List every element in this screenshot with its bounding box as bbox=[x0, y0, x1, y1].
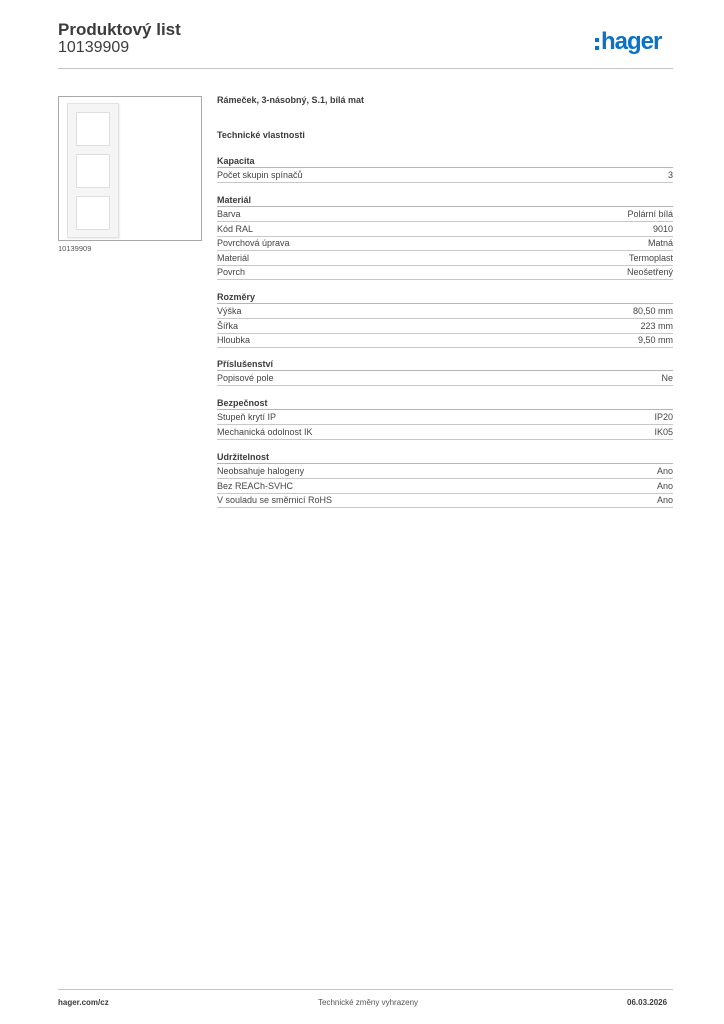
frame-illustration bbox=[67, 103, 119, 238]
spec-value: Ne bbox=[661, 373, 673, 383]
spec-value: Termoplast bbox=[628, 252, 673, 263]
technical-properties-heading: Technické vlastnosti bbox=[217, 130, 305, 140]
page-title: Produktový list bbox=[58, 20, 181, 39]
section-title: Materiál bbox=[217, 195, 252, 205]
spec-row bbox=[217, 425, 673, 440]
section-title: Bezpečnost bbox=[217, 398, 268, 408]
frame-opening bbox=[76, 112, 110, 146]
section-title: Rozměry bbox=[217, 292, 256, 302]
footer-website-link[interactable]: hager.com/cz bbox=[58, 998, 109, 1007]
spec-row bbox=[217, 265, 673, 280]
spec-row bbox=[217, 333, 673, 348]
hager-colon-icon bbox=[595, 38, 599, 50]
section-title: Kapacita bbox=[217, 156, 255, 166]
spec-label: Šířka bbox=[217, 320, 239, 331]
spec-value: Ano bbox=[656, 480, 673, 491]
spec-row bbox=[217, 207, 673, 222]
spec-value: Matná bbox=[647, 238, 673, 248]
spec-value: Ano bbox=[656, 495, 673, 505]
spec-row bbox=[217, 222, 673, 237]
spec-label: Povrch bbox=[217, 267, 246, 277]
section-title: Udržitelnost bbox=[217, 452, 270, 462]
spec-row bbox=[217, 168, 673, 183]
hager-logo[interactable] bbox=[595, 27, 661, 57]
spec-value: IK05 bbox=[654, 426, 673, 437]
frame-opening bbox=[76, 154, 110, 188]
spec-label: Materiál bbox=[217, 252, 250, 263]
spec-label: Počet skupin spínačů bbox=[217, 170, 303, 180]
spec-value: 3 bbox=[667, 170, 673, 180]
spec-row bbox=[217, 251, 673, 266]
product-image bbox=[58, 96, 202, 241]
spec-row bbox=[217, 304, 673, 319]
spec-value: Neošetřený bbox=[626, 267, 673, 277]
spec-label: Neobsahuje halogeny bbox=[217, 466, 305, 476]
spec-row bbox=[217, 371, 673, 386]
spec-label: Stupeň krytí IP bbox=[217, 412, 277, 422]
footer-date: 06.03.2026 bbox=[627, 998, 668, 1007]
spec-row bbox=[217, 464, 673, 479]
product-code: 10139909 bbox=[58, 39, 130, 56]
spec-value: 9,50 mm bbox=[637, 335, 673, 345]
spec-value: 80,50 mm bbox=[632, 306, 673, 316]
product-name: Rámeček, 3-násobný, S.1, bílá mat bbox=[217, 95, 365, 105]
spec-label: Bez REACh-SVHC bbox=[217, 480, 294, 491]
image-caption: 10139909 bbox=[58, 244, 92, 253]
spec-label: Kód RAL bbox=[217, 223, 254, 234]
logo-text: hager bbox=[601, 28, 662, 55]
spec-row bbox=[217, 493, 673, 508]
footer-divider bbox=[58, 989, 673, 990]
spec-value: 223 mm bbox=[640, 320, 673, 331]
spec-value: 9010 bbox=[652, 223, 673, 234]
footer-note: Technické změny vyhrazeny bbox=[318, 998, 419, 1007]
spec-row bbox=[217, 236, 673, 251]
spec-value: IP20 bbox=[654, 412, 673, 422]
section-title: Příslušenství bbox=[217, 359, 274, 369]
spec-label: Barva bbox=[217, 209, 241, 219]
spec-row bbox=[217, 479, 673, 494]
spec-row bbox=[217, 319, 673, 334]
spec-label: Výška bbox=[217, 306, 242, 316]
spec-label: Mechanická odolnost IK bbox=[217, 426, 313, 437]
spec-label: Povrchová úprava bbox=[217, 238, 290, 248]
spec-label: V souladu se směrnicí RoHS bbox=[217, 495, 333, 505]
spec-label: Hloubka bbox=[217, 335, 251, 345]
spec-value: Ano bbox=[656, 466, 673, 476]
header-divider bbox=[58, 68, 673, 69]
frame-opening bbox=[76, 196, 110, 230]
spec-value: Polární bílá bbox=[627, 209, 673, 219]
spec-label: Popisové pole bbox=[217, 373, 274, 383]
spec-row bbox=[217, 410, 673, 425]
